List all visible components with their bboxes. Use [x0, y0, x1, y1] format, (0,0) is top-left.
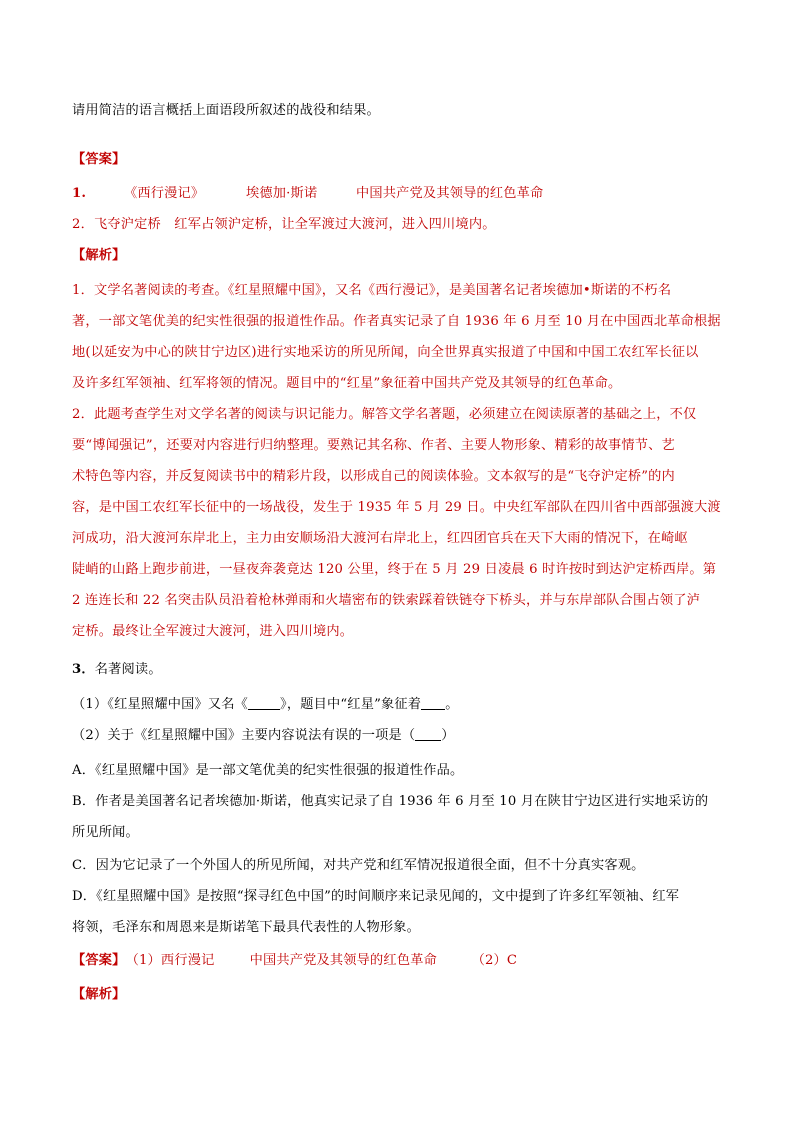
- option-b-line-2: 所见所闻。: [72, 825, 139, 840]
- answer-part-2: （2）C: [471, 953, 518, 968]
- option-d-line-2: 将领，毛泽东和周恩来是斯诺笔下最具代表性的人物形象。: [72, 920, 421, 935]
- answer-author: 埃德加·斯诺: [246, 186, 318, 201]
- answer-blank: [415, 726, 441, 741]
- answer-blank: [421, 695, 445, 710]
- question-title: 名著阅读。: [94, 662, 162, 677]
- answer-line-1: [72, 184, 732, 204]
- answer-symbol-meaning: 中国共产党及其领导的红色革命: [356, 186, 544, 201]
- question-number: 3．: [72, 662, 95, 677]
- analysis-paragraph-1-line: 著，一部文笔优美的纪实性很强的报道性作品。作者真实记录了自 1936 年 6 月至 10 月在中国西北革命根据: [72, 314, 721, 329]
- analysis-paragraph-2-line: 陡峭的山路上跑步前进，一昼夜奔袭竟达 120 公里，终于在 5 月 29 日凌晨 6 时许按时到达沪定桥西岸。第: [72, 562, 717, 577]
- question-text: 。: [445, 697, 459, 712]
- analysis-paragraph-2-line: 河成功，沿大渡河东岸北上，主力由安顺场沿大渡河右岸北上，红四团官兵在天下大雨的情况下，在崎岖: [72, 531, 688, 546]
- question-text: （2）关于《红星照耀中国》主要内容说法有误的一项是（: [72, 728, 416, 743]
- analysis-paragraph-2-line: 2．此题考查学生对文学名著的阅读与识记能力。解答文学名著题，必须建立在阅读原著的基础之上，不仅: [72, 407, 697, 422]
- answer-line-2: 2．飞夺沪定桥 红军占领沪定桥，让全军渡过大渡河，进入四川境内。: [72, 217, 496, 232]
- analysis-heading: 【解析】: [72, 248, 126, 263]
- analysis-paragraph-1-line: 及许多红军领袖、红军将领的情况。题目中的“红星”象征着中国共产党及其领导的红色革命。: [72, 376, 622, 391]
- question-text: 》，题目中“红星”象征着: [280, 697, 422, 712]
- question-3-1: [72, 695, 732, 715]
- question-3-2: [72, 726, 732, 746]
- analysis-paragraph-2-line: 定桥。最终让全军渡过大渡河，进入四川境内。: [72, 624, 354, 639]
- answer-book-title: 《西行漫记》: [124, 186, 205, 201]
- analysis-paragraph-2-line: 容，是中国工农红军长征中的一场战役，发生于 1935 年 5 月 29 日。中央红军部队在四川省中西部强渡大渡: [72, 500, 721, 515]
- analysis-paragraph-2-line: 要“博闻强记”，还要对内容进行归纳整理。要熟记其名称、作者、主要人物形象、精彩的故事情节、艺: [72, 438, 675, 453]
- analysis-paragraph-2-line: 2 连连长和 22 名突击队员沿着枪林弹雨和火墙密布的铁索踩着铁链夺下桥头，并与东岸部队合围占领了泸: [72, 593, 700, 608]
- analysis-heading: 【解析】: [72, 987, 126, 1002]
- question-3-heading: [72, 660, 732, 680]
- option-d-line-1: D．《红星照耀中国》是按照“探寻红色中国”的时间顺序来记录见闻的，文中提到了许多红军领袖、红军: [72, 889, 680, 904]
- question-text: （1）《红星照耀中国》又名《: [72, 697, 249, 712]
- analysis-paragraph-2-line: 术特色等内容，并反复阅读书中的精彩片段，以形成自己的阅读体验。文本叙写的是“飞夺沪定桥”的内: [72, 469, 675, 484]
- option-a: A．《红星照耀中国》是一部文笔优美的纪实性很强的报道性作品。: [72, 763, 464, 778]
- answer-blank: [248, 695, 280, 710]
- answer-heading: 【答案】: [72, 953, 126, 968]
- answer-number: 1.: [72, 186, 87, 201]
- answer-part-1-meaning: 中国共产党及其领导的红色革命: [249, 953, 437, 968]
- option-b-line-1: B．作者是美国著名记者埃德加·斯诺，他真实记录了自 1936 年 6 月至 10 月在陕甘宁边区进行实地采访的: [72, 794, 709, 809]
- analysis-paragraph-1-line: 1．文学名著阅读的考查。《红星照耀中国》，又名《西行漫记》，是美国著名记者埃德加•斯诺的不朽名: [72, 283, 672, 298]
- answer-part-1: （1）西行漫记: [125, 953, 215, 968]
- answer-heading: 【答案】: [72, 152, 126, 167]
- analysis-paragraph-1-line: 地(以延安为中心的陕甘宁边区)进行实地采访的所见所闻，向全世界真实报道了中国和中国工农红军长征以: [72, 345, 699, 360]
- question-text: ）: [441, 728, 455, 743]
- answer-line-3: [72, 951, 732, 971]
- option-c: C．因为它记录了一个外国人的所见所闻，对共产党和红军情况报道很全面，但不十分真实客观。: [72, 858, 645, 873]
- question-prompt: 请用简洁的语言概括上面语段所叙述的战役和结果。: [72, 103, 380, 118]
